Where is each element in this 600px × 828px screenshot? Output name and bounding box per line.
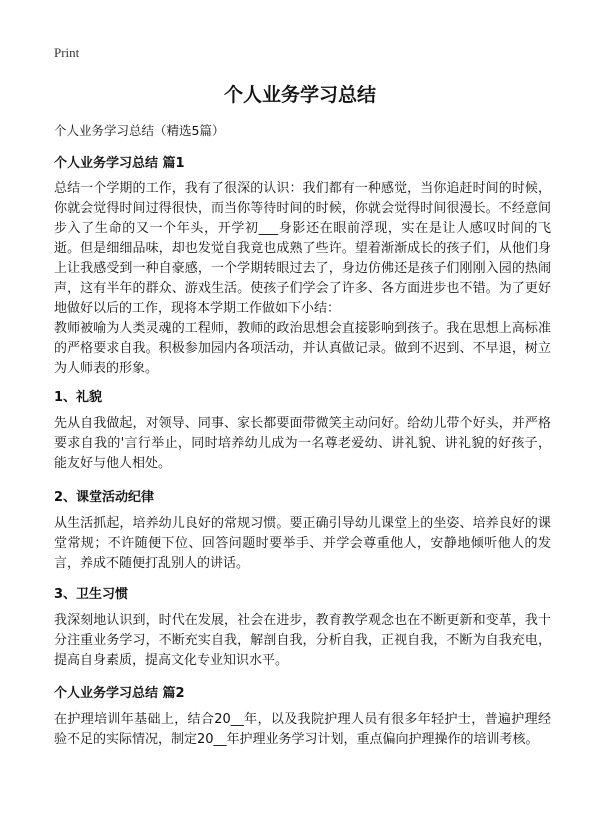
page-title: 个人业务学习总结 [223, 84, 376, 106]
section1-paragraph-1: 总结一个学期的工作，我有了很深的认识：我们都有一种感觉，当你追赶时间的时候，你就会觉得时间过得很快，而当你等待时间的时候，你就会觉得时间很漫长。不经意间步入了生命的又一个年头，开学初___身影还在眼前浮现，实在是让人感叹时间的飞逝。但是细细品味，却也发觉自我竟也成熟了些许。望着渐渐成长的孩子们，从他们身上让我感受到一种自豪感，一个学期转眼过去了，身边仿佛还是孩子们刚刚入园的热闹声，这有半年的群众、游戏生活。使孩子们学会了许多、各方面进步也不错。为了更好地做好以后的工作，现将本学期工作做如下小结： [54, 181, 551, 316]
section-heading-2: 个人业务学习总结 篇2 [54, 686, 185, 701]
subheading-hygiene-habits: 3、卫生习惯 [54, 587, 129, 602]
print-link[interactable]: Print [54, 45, 80, 60]
subheading-classroom-discipline: 2、课堂活动纪律 [54, 490, 155, 505]
manners-paragraph: 先从自我做起，对领导、同事、家长都要面带微笑主动问好。给幼儿带个好头，并严格要求自我的'言行举止，同时培养幼儿成为一名尊老爱幼、讲礼貌、讲礼貌的好孩子，能友好与他人相处。 [54, 416, 551, 471]
subheading-manners: 1、礼貌 [54, 390, 103, 405]
section-heading-1: 个人业务学习总结 篇1 [54, 156, 185, 171]
section1-paragraph-2: 教师被喻为人类灵魂的工程师，教师的政治思想会直接影响到孩子。我在思想上高标准的严格要求自我。积极参加园内各项活动，并认真做记录。做到不迟到、不早退，树立为人师表的形象。 [54, 321, 551, 376]
classroom-discipline-paragraph: 从生活抓起，培养幼儿良好的常规习惯。要正确引导幼儿课堂上的坐姿、培养良好的课堂常规；不许随便下位、回答问题时要举手、并学会尊重他人，安静地倾听他人的发言，养成不随便打乱别人的讲话。 [54, 516, 551, 571]
document-subtitle: 个人业务学习总结（精选5篇） [54, 123, 225, 138]
hygiene-habits-paragraph: 我深刻地认识到，时代在发展，社会在进步，教育教学观念也在不断更新和变革，我十分注重业务学习，不断充实自我，解剖自我，分析自我，正视自我，不断为自我充电，提高自身素质，提高文化专业知识水平。 [54, 613, 551, 668]
section2-paragraph-1: 在护理培训年基础上，结合20__年，以及我院护理人员有很多年轻护士，普遍护理经验不足的实际情况，制定20__年护理业务学习计划，重点偏向护理操作的培训考核。 [54, 712, 551, 747]
